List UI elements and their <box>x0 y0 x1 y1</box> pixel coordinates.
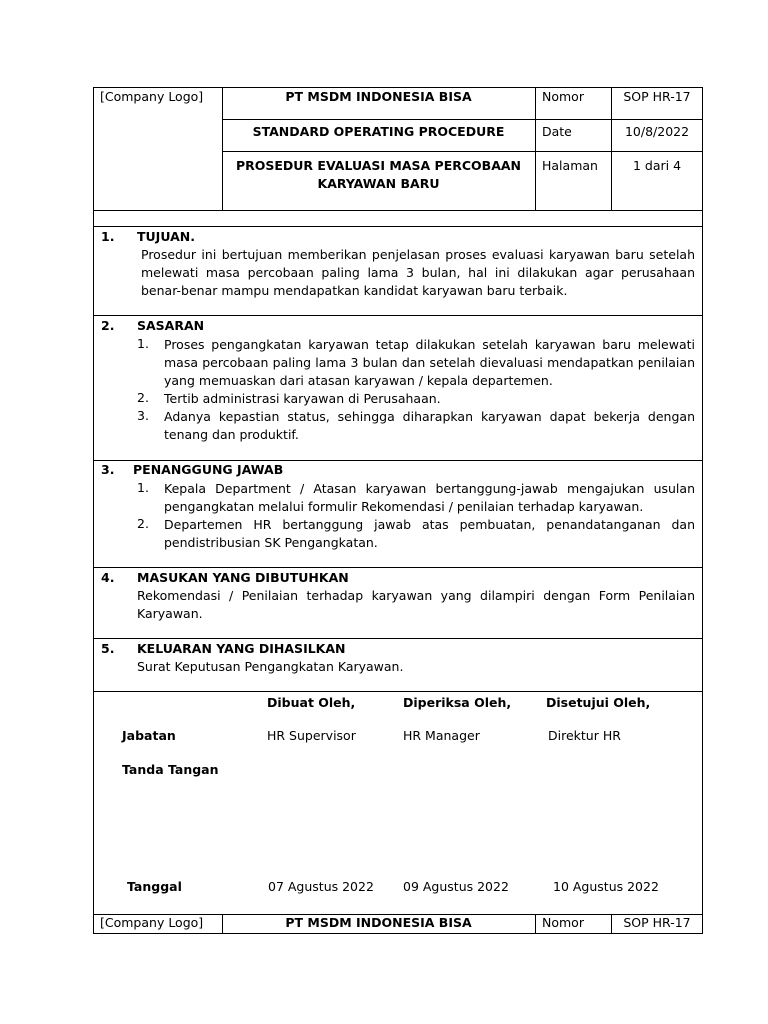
divider <box>222 87 223 211</box>
doc-title-line2: KARYAWAN BARU <box>317 176 440 191</box>
section-title: PENANGGUNG JAWAB <box>133 462 284 477</box>
divider <box>535 87 536 211</box>
list-item: Departemen HR bertanggung jawab atas pembuatan, penandatanganan dan pendistribusian SK Pengangkatan. <box>164 517 695 550</box>
section-body: Surat Keputusan Pengangkatan Karyawan. <box>137 659 404 674</box>
tanggal-label: Tanggal <box>127 879 182 894</box>
doc-type: STANDARD OPERATING PROCEDURE <box>252 124 505 139</box>
nomor-value: SOP HR-17 <box>623 89 691 104</box>
divider <box>535 914 536 934</box>
list-item: Kepala Department / Atasan karyawan bertanggung-jawab mengajukan usulan pengangkatan melalui formulir Rekomendasi / penilaian terhadap karyawan. <box>164 481 695 514</box>
list-item: Adanya kepastian status, sehingga diharapkan karyawan dapat bekerja dengan tenang dan produktif. <box>164 409 695 442</box>
list-item: Tertib administrasi karyawan di Perusahaan. <box>164 391 441 406</box>
footer-company-logo: [Company Logo] <box>100 915 204 930</box>
tanda-tangan-label: Tanda Tangan <box>122 762 219 777</box>
divider <box>611 87 612 211</box>
jabatan-hr-manager: HR Manager <box>403 728 480 743</box>
section-title: MASUKAN YANG DIBUTUHKAN <box>137 570 349 585</box>
section-title: KELUARAN YANG DIHASILKAN <box>137 641 346 656</box>
date-label: Date <box>542 124 572 139</box>
list-item-number: 1. <box>137 336 149 351</box>
diperiksa-oleh: Diperiksa Oleh, <box>403 695 512 710</box>
dibuat-oleh: Dibuat Oleh, <box>267 695 356 710</box>
disetujui-oleh: Disetujui Oleh, <box>546 695 651 710</box>
tanggal-disetujui: 10 Agustus 2022 <box>553 879 659 894</box>
company-logo: [Company Logo] <box>100 89 204 104</box>
section-number: 2. <box>101 318 115 333</box>
section-number: 5. <box>101 641 115 656</box>
jabatan-hr-supervisor: HR Supervisor <box>267 728 356 743</box>
nomor-label: Nomor <box>542 89 584 104</box>
section-number: 3. <box>101 462 115 477</box>
date-value: 10/8/2022 <box>624 124 690 139</box>
section-title: SASARAN <box>137 318 205 333</box>
spacer-row <box>93 210 703 227</box>
section-body: Rekomendasi / Penilaian terhadap karyawan yang dilampiri dengan Form Penilaian Karyawan. <box>137 588 695 621</box>
section-number: 4. <box>101 570 115 585</box>
divider <box>222 151 703 152</box>
halaman-label: Halaman <box>542 158 598 173</box>
company-name: PT MSDM INDONESIA BISA <box>285 89 472 104</box>
list-item-number: 2. <box>137 390 149 405</box>
list-item-number: 2. <box>137 516 149 531</box>
tanggal-dibuat: 07 Agustus 2022 <box>268 879 374 894</box>
list-item-number: 1. <box>137 480 149 495</box>
jabatan-direktur-hr: Direktur HR <box>548 728 621 743</box>
jabatan-label: Jabatan <box>122 728 176 743</box>
list-item-number: 3. <box>137 408 149 423</box>
footer-nomor-value: SOP HR-17 <box>623 915 691 930</box>
section-title: TUJUAN. <box>137 229 195 244</box>
list-item: Proses pengangkatan karyawan tetap dilakukan setelah karyawan baru melewati masa percobaan paling lama 3 bulan dan setelah dievaluasi mendapatkan penilaian yang memuaskan dari atasan karyawan / kepala departemen. <box>164 337 695 388</box>
halaman-value: 1 dari 4 <box>632 158 682 173</box>
divider <box>222 119 703 120</box>
footer-nomor-label: Nomor <box>542 915 584 930</box>
section-number: 1. <box>101 229 115 244</box>
doc-title-line1: PROSEDUR EVALUASI MASA PERCOBAAN <box>235 158 522 173</box>
section-body: Prosedur ini bertujuan memberikan penjelasan proses evaluasi karyawan baru setelah melewati masa percobaan paling lama 3 bulan, hal ini dilakukan agar perusahaan benar-benar mampu mendapatkan kandidat karyawan baru terbaik. <box>141 247 695 298</box>
tanggal-diperiksa: 09 Agustus 2022 <box>403 879 509 894</box>
footer-company-name: PT MSDM INDONESIA BISA <box>285 915 472 930</box>
